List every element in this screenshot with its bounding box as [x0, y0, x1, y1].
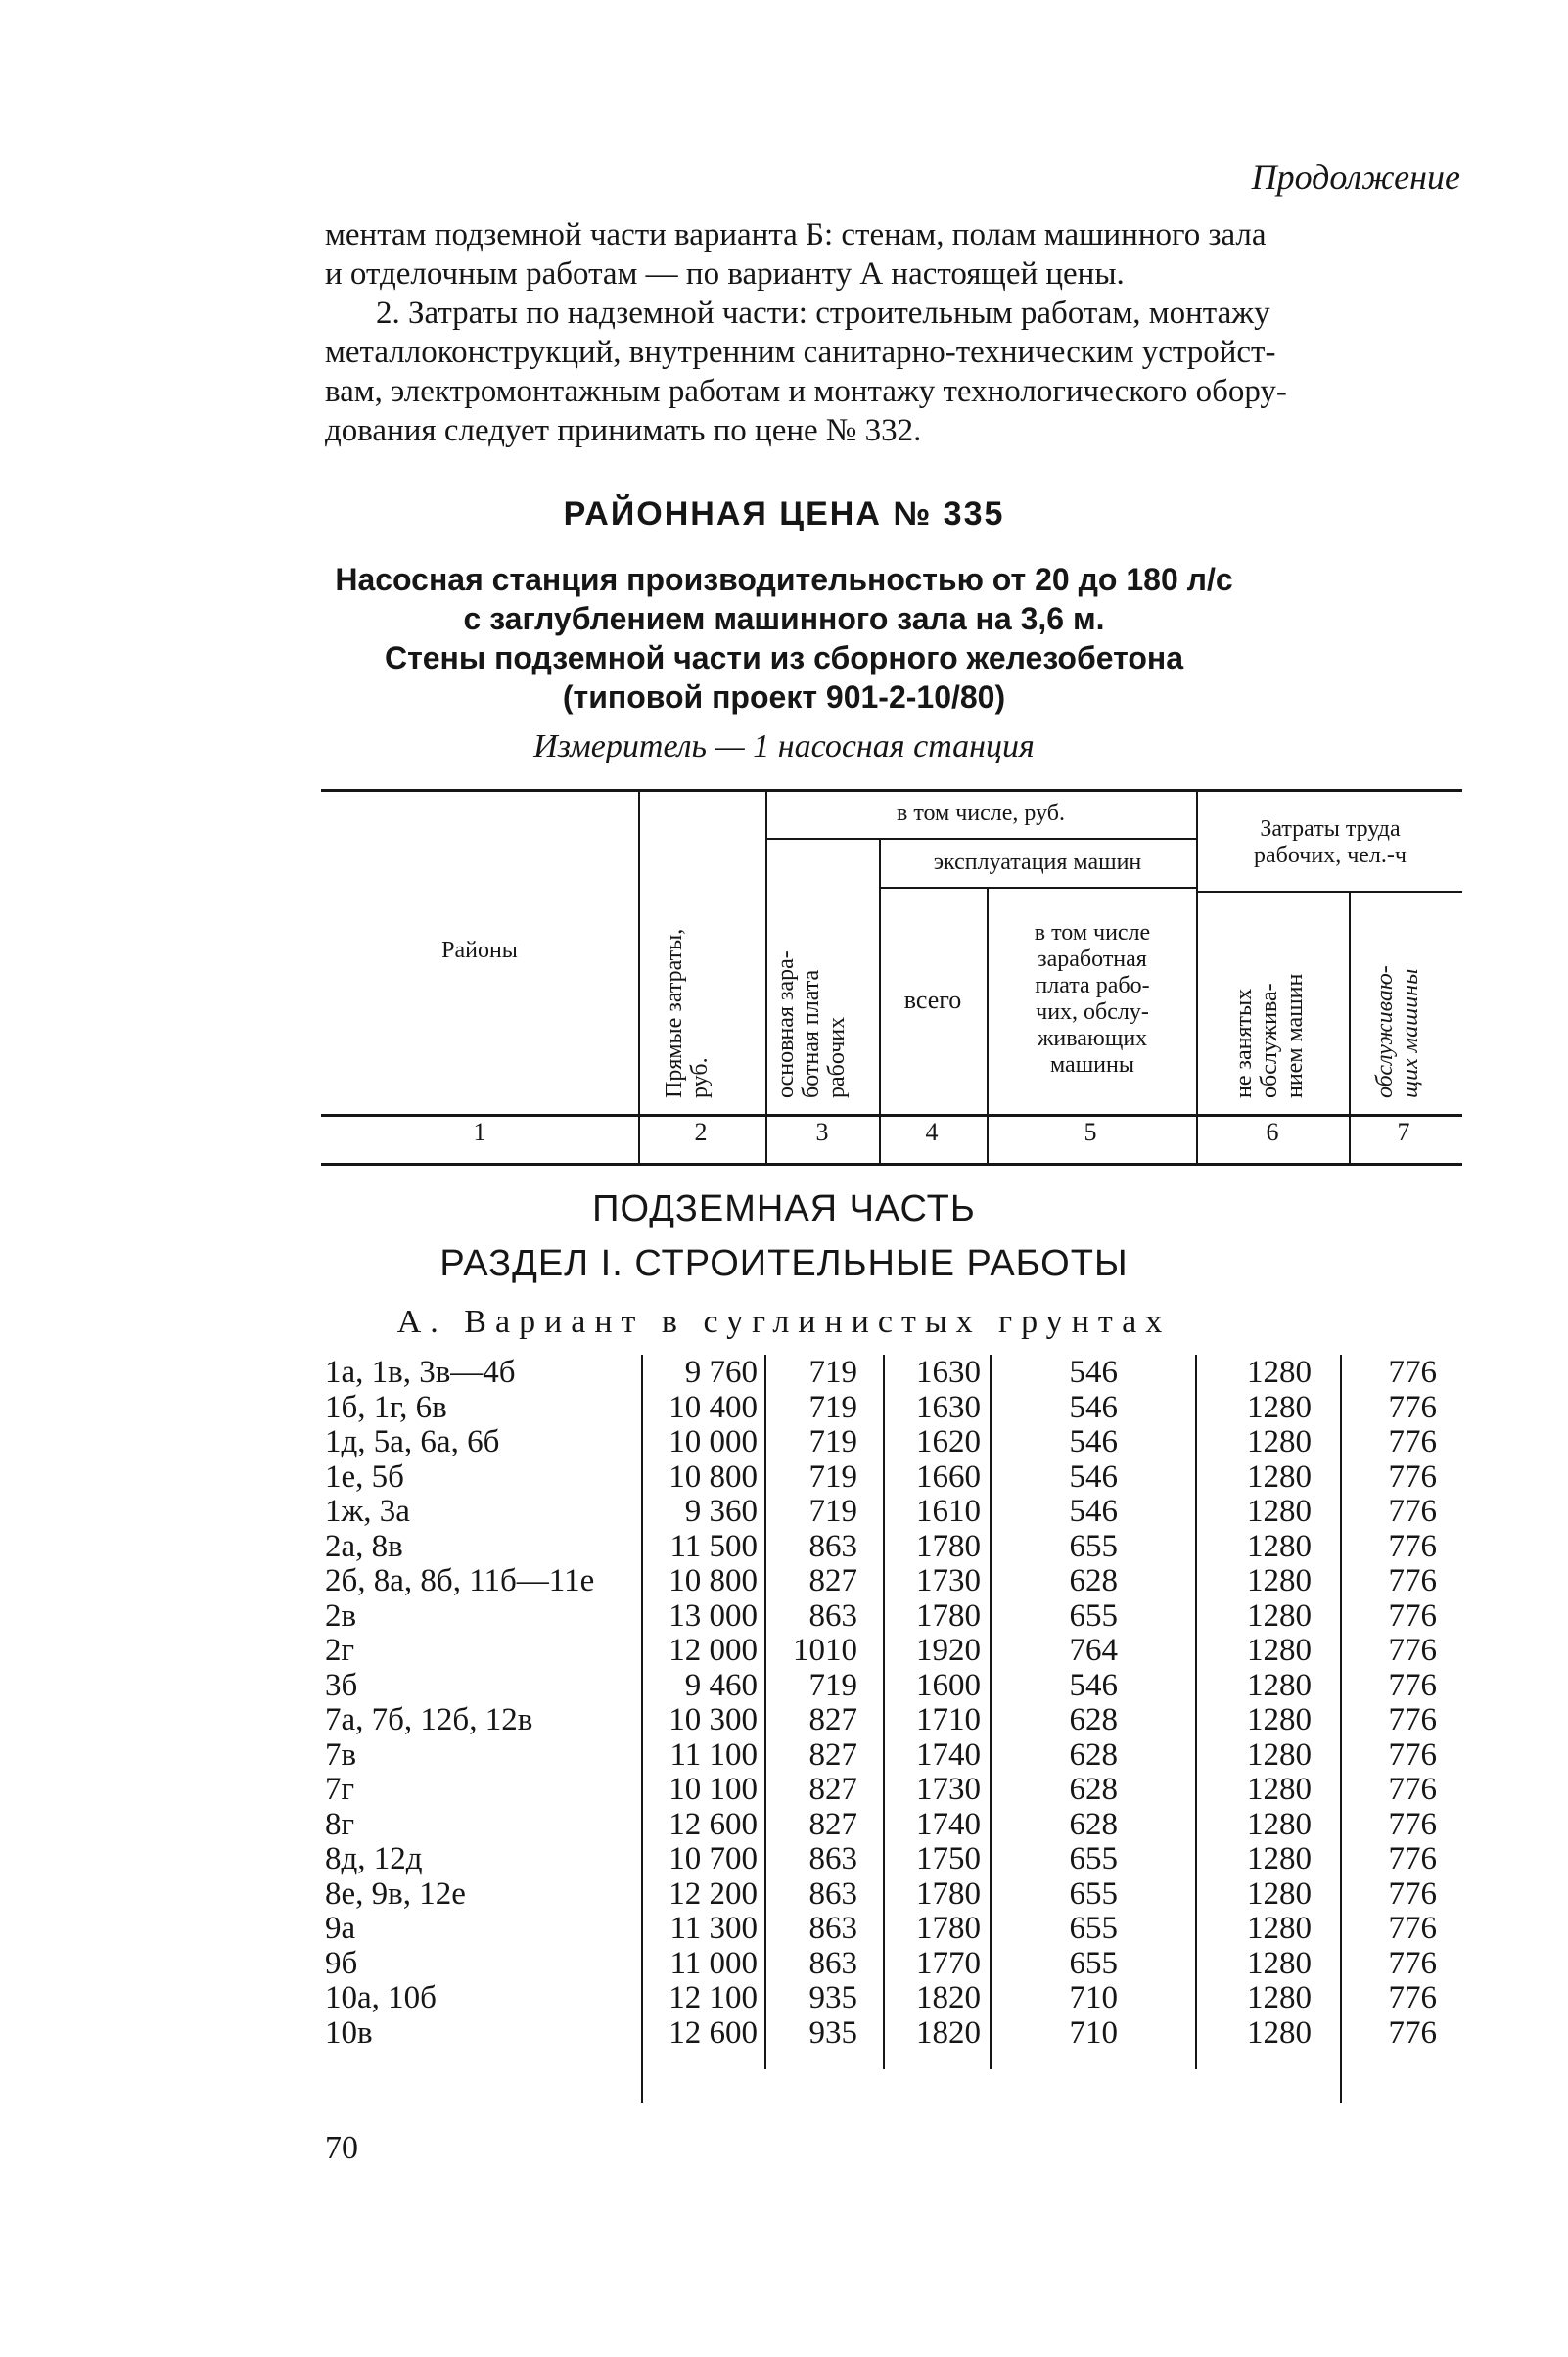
subtitle-line: Насосная станция производительностью от 20 до 180 л/с	[335, 562, 1233, 597]
direct-cost-cell: 10 700	[669, 1841, 758, 1876]
header-total: всего	[903, 986, 962, 1014]
rule	[765, 838, 1196, 840]
machine-wage-cell: 628	[1069, 1563, 1118, 1598]
base-wage-cell: 719	[808, 1494, 857, 1529]
labor-servicing-cell: 776	[1388, 1389, 1437, 1425]
column-number: 6	[1266, 1118, 1279, 1146]
direct-cost-cell: 12 200	[669, 1875, 758, 1912]
header-servicing	[1372, 965, 1423, 1098]
base-wage-cell: 863	[808, 1911, 857, 1946]
table-row	[0, 1772, 1568, 1807]
base-wage-cell: 935	[808, 1980, 857, 2015]
machine-total-cell: 1660	[916, 1458, 981, 1495]
labor-not-servicing-cell: 1280	[1247, 1702, 1312, 1737]
header-line: Прямые затраты,	[662, 928, 687, 1098]
machine-wage-cell: 546	[1069, 1494, 1118, 1529]
col-divider	[1349, 893, 1351, 1163]
header-line: руб.	[687, 1057, 713, 1098]
base-wage-cell: 863	[808, 1597, 857, 1634]
header-base-wage	[773, 950, 850, 1098]
region-cell: 1е, 5б	[325, 1458, 404, 1495]
machine-total-cell: 1740	[916, 1736, 981, 1773]
header-line: живающих	[1037, 1026, 1148, 1051]
table-row	[0, 1737, 1568, 1773]
machine-total-cell: 1750	[916, 1841, 981, 1876]
labor-not-servicing-cell: 1280	[1247, 2014, 1312, 2051]
price-title: РАЙОННАЯ ЦЕНА № 335	[563, 495, 1005, 532]
subtitle-line: Стены подземной части из сборного железобетона	[384, 640, 1184, 675]
base-wage-cell: 827	[808, 1806, 857, 1842]
table-row	[0, 1355, 1568, 1390]
machine-total-cell: 1780	[916, 1597, 981, 1634]
region-cell: 9а	[325, 1911, 356, 1946]
header-line: обслужива-	[1257, 983, 1282, 1098]
base-wage-cell: 827	[808, 1563, 857, 1598]
labor-not-servicing-cell: 1280	[1247, 1528, 1312, 1564]
column-number: 2	[694, 1118, 708, 1146]
region-cell: 1б, 1г, 6в	[325, 1389, 447, 1425]
price-subtitle	[0, 560, 1568, 716]
labor-not-servicing-cell: 1280	[1247, 1980, 1312, 2015]
labor-not-servicing-cell: 1280	[1247, 1563, 1312, 1598]
direct-cost-cell: 9 460	[684, 1667, 758, 1703]
measure-unit: Измеритель — 1 насосная станция	[533, 728, 1035, 764]
header-line: плата рабо-	[1035, 973, 1150, 998]
direct-cost-cell: 13 000	[669, 1597, 758, 1634]
labor-not-servicing-cell: 1280	[1247, 1945, 1312, 1981]
direct-cost-cell: 12 000	[669, 1633, 758, 1668]
direct-cost-cell: 10 800	[669, 1458, 758, 1495]
header-line: обслуживаю-	[1372, 965, 1398, 1098]
machine-total-cell: 1730	[916, 1563, 981, 1598]
region-cell: 3б	[325, 1667, 358, 1703]
region-cell: 7а, 7б, 12б, 12в	[325, 1702, 533, 1737]
machine-wage-cell: 710	[1069, 1980, 1118, 2015]
region-cell: 8д, 12д	[325, 1841, 423, 1876]
variant-heading: А. Вариант в суглинистых грунтах	[396, 1304, 1172, 1340]
region-cell: 9б	[325, 1945, 358, 1981]
machine-total-cell: 1600	[916, 1667, 981, 1703]
region-cell: 1ж, 3а	[325, 1494, 410, 1529]
header-machine-operation: эксплуатация машин	[933, 850, 1142, 875]
base-wage-cell: 863	[808, 1528, 857, 1564]
direct-cost-cell: 11 500	[669, 1528, 758, 1564]
table-row	[0, 2015, 1568, 2051]
machine-wage-cell: 655	[1069, 1841, 1118, 1876]
header-line: заработная	[1038, 947, 1147, 972]
machine-wage-cell: 655	[1069, 1528, 1118, 1564]
machine-wage-cell: 628	[1069, 1806, 1118, 1842]
labor-not-servicing-cell: 1280	[1247, 1633, 1312, 1668]
machine-total-cell: 1710	[916, 1702, 981, 1737]
labor-servicing-cell: 776	[1388, 1806, 1437, 1842]
region-cell: 2г	[325, 1633, 355, 1668]
machine-total-cell: 1620	[916, 1424, 981, 1459]
text-line: дования следует принимать по цене № 332.	[325, 413, 922, 448]
machine-total-cell: 1730	[916, 1772, 981, 1807]
labor-servicing-cell: 776	[1388, 1667, 1437, 1703]
intro-paragraph-1	[325, 215, 1460, 294]
machine-wage-cell: 655	[1069, 1597, 1118, 1634]
table-row	[0, 1702, 1568, 1737]
table-row	[0, 1668, 1568, 1703]
section-heading: ПОДЗЕМНАЯ ЧАСТЬ	[592, 1188, 976, 1229]
header-regions: Районы	[441, 938, 518, 963]
header-line: нием машин	[1282, 973, 1308, 1098]
header-line: ботная плата	[799, 969, 824, 1098]
machine-total-cell: 1610	[916, 1494, 981, 1529]
labor-servicing-cell: 776	[1388, 1494, 1437, 1529]
labor-not-servicing-cell: 1280	[1247, 1911, 1312, 1946]
machine-wage-cell: 628	[1069, 1736, 1118, 1773]
base-wage-cell: 719	[808, 1355, 857, 1390]
region-cell: 7в	[325, 1736, 357, 1773]
header-line: рабочих	[824, 1016, 850, 1098]
machine-wage-cell: 655	[1069, 1945, 1118, 1981]
labor-servicing-cell: 776	[1388, 1841, 1437, 1876]
machine-wage-cell: 546	[1069, 1424, 1118, 1459]
labor-not-servicing-cell: 1280	[1247, 1494, 1312, 1529]
table-row	[0, 1841, 1568, 1876]
text-line: ментам подземной части варианта Б: стенам, полам машинного зала	[325, 217, 1267, 253]
labor-not-servicing-cell: 1280	[1247, 1389, 1312, 1425]
direct-cost-cell: 10 300	[669, 1702, 758, 1737]
column-number: 5	[1084, 1118, 1097, 1146]
rule	[321, 789, 1462, 792]
labor-not-servicing-cell: 1280	[1247, 1841, 1312, 1876]
table-row	[0, 1529, 1568, 1564]
table-row	[0, 1459, 1568, 1495]
labor-not-servicing-cell: 1280	[1247, 1424, 1312, 1459]
base-wage-cell: 935	[808, 2014, 857, 2051]
region-cell: 8е, 9в, 12е	[325, 1875, 466, 1912]
machine-total-cell: 1780	[916, 1528, 981, 1564]
machine-total-cell: 1770	[916, 1945, 981, 1981]
table-row	[0, 1424, 1568, 1459]
direct-cost-cell: 10 400	[669, 1389, 758, 1425]
labor-servicing-cell: 776	[1388, 1736, 1437, 1773]
text-line: металлоконструкций, внутренним санитарно-техническим устройст-	[325, 335, 1276, 370]
region-cell: 2а, 8в	[325, 1528, 403, 1564]
direct-cost-cell: 10 000	[669, 1424, 758, 1459]
region-cell: 10в	[325, 2014, 373, 2051]
machine-wage-cell: 546	[1069, 1389, 1118, 1425]
header-line: в том числе	[1034, 920, 1151, 946]
header-line: рабочих, чел.-ч	[1254, 843, 1407, 868]
machine-wage-cell: 628	[1069, 1772, 1118, 1807]
table-row	[0, 1563, 1568, 1598]
machine-total-cell: 1920	[916, 1633, 981, 1668]
base-wage-cell: 719	[808, 1667, 857, 1703]
labor-not-servicing-cell: 1280	[1247, 1806, 1312, 1842]
labor-servicing-cell: 776	[1388, 1633, 1437, 1668]
header-direct-costs	[662, 929, 713, 1098]
labor-not-servicing-cell: 1280	[1247, 1667, 1312, 1703]
region-cell: 1д, 5а, 6а, 6б	[325, 1424, 500, 1459]
subtitle-line: (типовой проект 901-2-10/80)	[562, 679, 1006, 715]
labor-servicing-cell: 776	[1388, 1945, 1437, 1981]
labor-servicing-cell: 776	[1388, 1528, 1437, 1564]
labor-servicing-cell: 776	[1388, 1875, 1437, 1912]
rule	[321, 1114, 1462, 1117]
region-cell: 1а, 1в, 3в—4б	[325, 1355, 516, 1390]
header-line: машины	[1050, 1052, 1134, 1078]
machine-wage-cell: 710	[1069, 2014, 1118, 2051]
labor-not-servicing-cell: 1280	[1247, 1772, 1312, 1807]
machine-total-cell: 1740	[916, 1806, 981, 1842]
header-incl-rub: в том числе, руб.	[896, 801, 1065, 826]
machine-total-cell: 1630	[916, 1355, 981, 1390]
table-row	[0, 1494, 1568, 1529]
table-row	[0, 1946, 1568, 1981]
direct-cost-cell: 9 360	[684, 1494, 758, 1529]
labor-servicing-cell: 776	[1388, 1355, 1437, 1390]
table-row	[0, 1633, 1568, 1668]
labor-not-servicing-cell: 1280	[1247, 1355, 1312, 1390]
base-wage-cell: 863	[808, 1841, 857, 1876]
region-cell: 7г	[325, 1772, 355, 1807]
subsection-heading: РАЗДЕЛ I. СТРОИТЕЛЬНЫЕ РАБОТЫ	[439, 1243, 1129, 1284]
base-wage-cell: 827	[808, 1736, 857, 1773]
base-wage-cell: 827	[808, 1772, 857, 1807]
machine-wage-cell: 546	[1069, 1667, 1118, 1703]
col-divider	[765, 791, 767, 1163]
direct-cost-cell: 10 100	[669, 1772, 758, 1807]
base-wage-cell: 863	[808, 1875, 857, 1912]
machine-total-cell: 1780	[916, 1875, 981, 1912]
header-line: Затраты труда	[1260, 816, 1401, 842]
direct-cost-cell: 12 100	[669, 1980, 758, 2015]
direct-cost-cell: 9 760	[684, 1355, 758, 1390]
header-line: щих машины	[1398, 968, 1423, 1098]
page-number: 70	[325, 2130, 358, 2166]
direct-cost-cell: 12 600	[669, 1806, 758, 1842]
machine-wage-cell: 764	[1069, 1633, 1118, 1668]
region-cell: 2б, 8а, 8б, 11б—11е	[325, 1563, 595, 1598]
intro-paragraph-2	[325, 294, 1460, 450]
text-line: вам, электромонтажным работам и монтажу технологического обору-	[325, 374, 1287, 409]
direct-cost-cell: 10 800	[669, 1563, 758, 1598]
machine-total-cell: 1780	[916, 1911, 981, 1946]
base-wage-cell: 827	[808, 1702, 857, 1737]
direct-cost-cell: 11 100	[669, 1736, 758, 1773]
column-number: 3	[815, 1118, 829, 1146]
direct-cost-cell: 11 300	[669, 1911, 758, 1946]
base-wage-cell: 863	[808, 1945, 857, 1981]
labor-servicing-cell: 776	[1388, 1563, 1437, 1598]
labor-servicing-cell: 776	[1388, 1980, 1437, 2015]
labor-servicing-cell: 776	[1388, 2014, 1437, 2051]
rule	[1198, 891, 1462, 893]
labor-servicing-cell: 776	[1388, 1772, 1437, 1807]
header-labor-costs	[1198, 816, 1462, 869]
direct-cost-cell: 11 000	[669, 1945, 758, 1981]
column-number: 1	[473, 1118, 486, 1146]
subtitle-line: с заглублением машинного зала на 3,6 м.	[463, 601, 1105, 636]
column-number: 7	[1397, 1118, 1410, 1146]
table-row	[0, 1390, 1568, 1425]
header-line: основная зара-	[773, 950, 799, 1098]
header-not-servicing	[1231, 974, 1308, 1098]
table-row	[0, 1807, 1568, 1842]
table-row	[0, 1911, 1568, 1946]
labor-servicing-cell: 776	[1388, 1597, 1437, 1634]
rule	[879, 887, 1196, 889]
header-line: не занятых	[1231, 988, 1257, 1098]
machine-total-cell: 1820	[916, 2014, 981, 2051]
data-rows	[0, 1355, 1568, 2050]
base-wage-cell: 719	[808, 1424, 857, 1459]
labor-not-servicing-cell: 1280	[1247, 1458, 1312, 1495]
machine-wage-cell: 546	[1069, 1458, 1118, 1495]
text-line: 2. Затраты по надземной части: строительным работам, монтажу	[376, 296, 1270, 331]
machine-total-cell: 1820	[916, 1980, 981, 2015]
labor-servicing-cell: 776	[1388, 1702, 1437, 1737]
machine-wage-cell: 655	[1069, 1911, 1118, 1946]
direct-cost-cell: 12 600	[669, 2014, 758, 2051]
machine-wage-cell: 628	[1069, 1702, 1118, 1737]
labor-servicing-cell: 776	[1388, 1424, 1437, 1459]
labor-not-servicing-cell: 1280	[1247, 1875, 1312, 1912]
machine-total-cell: 1630	[916, 1389, 981, 1425]
labor-not-servicing-cell: 1280	[1247, 1597, 1312, 1634]
base-wage-cell: 719	[808, 1389, 857, 1425]
table-row	[0, 1980, 1568, 2015]
text-line: и отделочным работам — по варианту А настоящей цены.	[325, 256, 1125, 292]
col-divider	[638, 791, 640, 1163]
machine-wage-cell: 655	[1069, 1875, 1118, 1912]
machine-wage-cell: 546	[1069, 1355, 1118, 1390]
region-cell: 10а, 10б	[325, 1980, 437, 2015]
rule	[321, 1163, 1462, 1166]
region-cell: 2в	[325, 1597, 357, 1634]
base-wage-cell: 719	[808, 1458, 857, 1495]
table-row	[0, 1598, 1568, 1634]
base-wage-cell: 1010	[793, 1633, 857, 1668]
continuation-label: Продолжение	[1251, 158, 1460, 197]
column-number: 4	[925, 1118, 939, 1146]
header-line: чих, обслу-	[1036, 999, 1149, 1025]
region-cell: 8г	[325, 1806, 355, 1842]
labor-not-servicing-cell: 1280	[1247, 1736, 1312, 1773]
header-incl-wage	[989, 920, 1196, 1079]
labor-servicing-cell: 776	[1388, 1458, 1437, 1495]
labor-servicing-cell: 776	[1388, 1911, 1437, 1946]
table-row	[0, 1876, 1568, 1912]
